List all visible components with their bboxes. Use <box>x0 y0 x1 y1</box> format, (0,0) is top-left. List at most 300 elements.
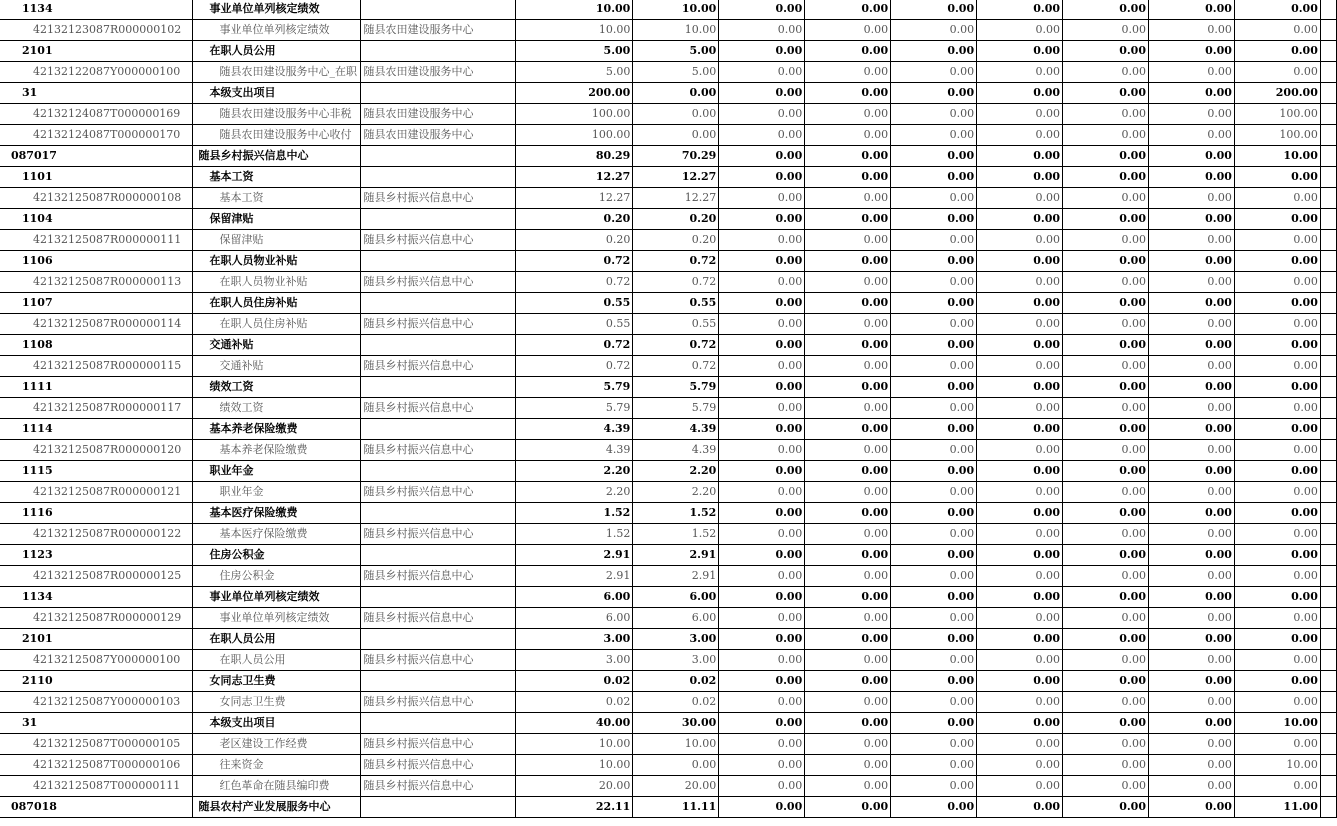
amount-cell[interactable]: 0.00 <box>805 356 891 377</box>
table-row[interactable] <box>0 566 1337 587</box>
amount-cell[interactable]: 0.00 <box>891 62 977 83</box>
amount-cell[interactable]: 0.00 <box>977 776 1063 797</box>
amount-cell[interactable]: 6.00 <box>516 608 633 629</box>
code-cell[interactable]: 31 <box>0 713 193 734</box>
amount-cell[interactable]: 0.00 <box>1148 272 1234 293</box>
name-cell[interactable]: 本级支出项目 <box>193 83 361 104</box>
amount-cell[interactable]: 3.00 <box>633 650 719 671</box>
amount-cell[interactable]: 0.00 <box>891 209 977 230</box>
amount-cell[interactable]: 0.20 <box>516 230 633 251</box>
dept-cell[interactable] <box>361 629 516 650</box>
amount-cell[interactable]: 0.00 <box>1234 41 1320 62</box>
amount-cell[interactable]: 5.79 <box>633 398 719 419</box>
amount-cell[interactable]: 6.00 <box>633 587 719 608</box>
amount-cell[interactable]: 6.00 <box>633 608 719 629</box>
amount-cell[interactable]: 0.00 <box>805 146 891 167</box>
table-row[interactable] <box>0 167 1337 188</box>
dept-cell[interactable]: 随县乡村振兴信息中心 <box>361 650 516 671</box>
table-row[interactable] <box>0 41 1337 62</box>
amount-cell[interactable]: 0.00 <box>719 20 805 41</box>
amount-cell[interactable]: 12.27 <box>633 188 719 209</box>
amount-cell[interactable]: 0.00 <box>977 272 1063 293</box>
amount-cell[interactable]: 0.00 <box>1063 20 1149 41</box>
table-row[interactable] <box>0 209 1337 230</box>
amount-cell[interactable]: 0.00 <box>805 41 891 62</box>
amount-cell[interactable]: 100.00 <box>516 104 633 125</box>
amount-cell[interactable]: 0.00 <box>805 608 891 629</box>
amount-cell[interactable]: 0.00 <box>1063 125 1149 146</box>
amount-cell[interactable]: 0.55 <box>516 293 633 314</box>
amount-cell[interactable]: 0.00 <box>1148 125 1234 146</box>
amount-cell[interactable]: 0.00 <box>805 20 891 41</box>
table-row[interactable] <box>0 377 1337 398</box>
amount-cell[interactable]: 0.00 <box>891 482 977 503</box>
amount-cell[interactable]: 0.00 <box>805 167 891 188</box>
amount-cell[interactable]: 100.00 <box>1234 104 1320 125</box>
edge-cell[interactable] <box>1320 524 1336 545</box>
amount-cell[interactable]: 100.00 <box>516 125 633 146</box>
amount-cell[interactable]: 0.00 <box>805 377 891 398</box>
amount-cell[interactable]: 0.00 <box>1234 629 1320 650</box>
amount-cell[interactable]: 0.00 <box>719 314 805 335</box>
amount-cell[interactable]: 0.00 <box>633 125 719 146</box>
edge-cell[interactable] <box>1320 167 1336 188</box>
amount-cell[interactable]: 0.00 <box>805 188 891 209</box>
amount-cell[interactable]: 0.72 <box>633 356 719 377</box>
amount-cell[interactable]: 10.00 <box>633 734 719 755</box>
edge-cell[interactable] <box>1320 272 1336 293</box>
amount-cell[interactable]: 0.00 <box>805 545 891 566</box>
amount-cell[interactable]: 0.00 <box>1148 713 1234 734</box>
amount-cell[interactable]: 0.00 <box>719 461 805 482</box>
amount-cell[interactable]: 0.00 <box>1234 440 1320 461</box>
amount-cell[interactable]: 1.52 <box>633 503 719 524</box>
amount-cell[interactable]: 0.00 <box>1148 650 1234 671</box>
code-cell[interactable]: 1134 <box>0 587 193 608</box>
code-cell[interactable]: 42132125087R000000125 <box>0 566 193 587</box>
table-row[interactable] <box>0 356 1337 377</box>
amount-cell[interactable]: 0.00 <box>1063 566 1149 587</box>
amount-cell[interactable]: 0.02 <box>633 671 719 692</box>
amount-cell[interactable]: 0.00 <box>805 335 891 356</box>
amount-cell[interactable]: 0.00 <box>977 545 1063 566</box>
amount-cell[interactable]: 0.00 <box>719 524 805 545</box>
amount-cell[interactable]: 0.00 <box>719 335 805 356</box>
amount-cell[interactable]: 0.00 <box>891 608 977 629</box>
edge-cell[interactable] <box>1320 734 1336 755</box>
amount-cell[interactable]: 0.00 <box>805 272 891 293</box>
code-cell[interactable]: 42132122087Y000000100 <box>0 62 193 83</box>
name-cell[interactable]: 交通补贴 <box>193 356 361 377</box>
edge-cell[interactable] <box>1320 356 1336 377</box>
amount-cell[interactable]: 0.00 <box>891 650 977 671</box>
code-cell[interactable]: 42132125087R000000120 <box>0 440 193 461</box>
amount-cell[interactable]: 0.00 <box>977 377 1063 398</box>
amount-cell[interactable]: 0.00 <box>1063 482 1149 503</box>
amount-cell[interactable]: 0.00 <box>1234 251 1320 272</box>
amount-cell[interactable]: 0.00 <box>977 587 1063 608</box>
amount-cell[interactable]: 0.02 <box>516 692 633 713</box>
code-cell[interactable]: 087018 <box>0 797 193 818</box>
amount-cell[interactable]: 0.00 <box>891 293 977 314</box>
table-row[interactable] <box>0 797 1337 818</box>
amount-cell[interactable]: 0.55 <box>516 314 633 335</box>
amount-cell[interactable]: 0.00 <box>1063 272 1149 293</box>
dept-cell[interactable]: 随县农田建设服务中心 <box>361 20 516 41</box>
name-cell[interactable]: 在职人员公用 <box>193 41 361 62</box>
amount-cell[interactable]: 0.00 <box>805 230 891 251</box>
table-row[interactable] <box>0 230 1337 251</box>
dept-cell[interactable]: 随县农田建设服务中心 <box>361 104 516 125</box>
name-cell[interactable]: 随县乡村振兴信息中心 <box>193 146 361 167</box>
amount-cell[interactable]: 0.00 <box>977 230 1063 251</box>
amount-cell[interactable]: 0.00 <box>1148 251 1234 272</box>
table-row[interactable] <box>0 692 1337 713</box>
edge-cell[interactable] <box>1320 335 1336 356</box>
amount-cell[interactable]: 0.00 <box>891 125 977 146</box>
amount-cell[interactable]: 0.00 <box>1148 188 1234 209</box>
amount-cell[interactable]: 0.55 <box>633 314 719 335</box>
amount-cell[interactable]: 0.00 <box>719 209 805 230</box>
amount-cell[interactable]: 0.00 <box>1148 398 1234 419</box>
name-cell[interactable]: 基本医疗保险缴费 <box>193 503 361 524</box>
amount-cell[interactable]: 0.00 <box>1148 482 1234 503</box>
amount-cell[interactable]: 0.00 <box>891 419 977 440</box>
dept-cell[interactable]: 随县乡村振兴信息中心 <box>361 692 516 713</box>
amount-cell[interactable]: 0.00 <box>805 629 891 650</box>
amount-cell[interactable]: 0.00 <box>1234 734 1320 755</box>
amount-cell[interactable]: 0.00 <box>891 755 977 776</box>
amount-cell[interactable]: 5.00 <box>633 62 719 83</box>
edge-cell[interactable] <box>1320 671 1336 692</box>
amount-cell[interactable]: 0.00 <box>977 755 1063 776</box>
amount-cell[interactable]: 0.00 <box>719 713 805 734</box>
edge-cell[interactable] <box>1320 104 1336 125</box>
amount-cell[interactable]: 0.00 <box>977 524 1063 545</box>
code-cell[interactable]: 42132125087T000000111 <box>0 776 193 797</box>
dept-cell[interactable]: 随县乡村振兴信息中心 <box>361 524 516 545</box>
edge-cell[interactable] <box>1320 83 1336 104</box>
amount-cell[interactable]: 1.52 <box>516 524 633 545</box>
amount-cell[interactable]: 0.00 <box>977 335 1063 356</box>
amount-cell[interactable]: 3.00 <box>516 629 633 650</box>
amount-cell[interactable]: 2.91 <box>516 545 633 566</box>
amount-cell[interactable]: 0.00 <box>1063 377 1149 398</box>
code-cell[interactable]: 2101 <box>0 41 193 62</box>
name-cell[interactable]: 职业年金 <box>193 482 361 503</box>
edge-cell[interactable] <box>1320 713 1336 734</box>
edge-cell[interactable] <box>1320 650 1336 671</box>
amount-cell[interactable]: 0.00 <box>1234 356 1320 377</box>
amount-cell[interactable]: 0.00 <box>891 461 977 482</box>
amount-cell[interactable]: 100.00 <box>1234 125 1320 146</box>
amount-cell[interactable]: 0.00 <box>719 398 805 419</box>
amount-cell[interactable]: 200.00 <box>1234 83 1320 104</box>
dept-cell[interactable] <box>361 419 516 440</box>
amount-cell[interactable]: 0.00 <box>805 503 891 524</box>
edge-cell[interactable] <box>1320 209 1336 230</box>
table-row[interactable] <box>0 146 1337 167</box>
amount-cell[interactable]: 0.00 <box>805 524 891 545</box>
amount-cell[interactable]: 12.27 <box>633 167 719 188</box>
amount-cell[interactable]: 0.00 <box>1148 419 1234 440</box>
amount-cell[interactable]: 40.00 <box>516 713 633 734</box>
amount-cell[interactable]: 0.72 <box>516 356 633 377</box>
amount-cell[interactable]: 0.00 <box>1148 503 1234 524</box>
edge-cell[interactable] <box>1320 293 1336 314</box>
table-row[interactable] <box>0 314 1337 335</box>
dept-cell[interactable] <box>361 587 516 608</box>
amount-cell[interactable]: 0.00 <box>1063 650 1149 671</box>
amount-cell[interactable]: 0.00 <box>719 776 805 797</box>
amount-cell[interactable]: 0.00 <box>1063 440 1149 461</box>
amount-cell[interactable]: 0.00 <box>1063 587 1149 608</box>
amount-cell[interactable]: 0.00 <box>805 419 891 440</box>
dept-cell[interactable]: 随县乡村振兴信息中心 <box>361 314 516 335</box>
amount-cell[interactable]: 0.20 <box>633 209 719 230</box>
amount-cell[interactable]: 0.00 <box>719 545 805 566</box>
edge-cell[interactable] <box>1320 587 1336 608</box>
edge-cell[interactable] <box>1320 692 1336 713</box>
amount-cell[interactable]: 0.00 <box>1063 251 1149 272</box>
amount-cell[interactable]: 0.00 <box>977 62 1063 83</box>
amount-cell[interactable]: 0.55 <box>633 293 719 314</box>
amount-cell[interactable]: 2.91 <box>516 566 633 587</box>
amount-cell[interactable]: 10.00 <box>1234 755 1320 776</box>
amount-cell[interactable]: 2.20 <box>633 482 719 503</box>
amount-cell[interactable]: 0.00 <box>977 503 1063 524</box>
amount-cell[interactable]: 0.00 <box>1063 41 1149 62</box>
name-cell[interactable]: 基本医疗保险缴费 <box>193 524 361 545</box>
amount-cell[interactable]: 0.00 <box>1234 650 1320 671</box>
amount-cell[interactable]: 0.00 <box>1234 20 1320 41</box>
code-cell[interactable]: 1108 <box>0 335 193 356</box>
amount-cell[interactable]: 0.20 <box>633 230 719 251</box>
dept-cell[interactable] <box>361 209 516 230</box>
amount-cell[interactable]: 0.00 <box>1148 629 1234 650</box>
dept-cell[interactable]: 随县乡村振兴信息中心 <box>361 188 516 209</box>
amount-cell[interactable]: 0.00 <box>633 83 719 104</box>
amount-cell[interactable]: 0.00 <box>1063 209 1149 230</box>
code-cell[interactable]: 42132125087T000000106 <box>0 755 193 776</box>
amount-cell[interactable]: 10.00 <box>516 0 633 20</box>
amount-cell[interactable]: 10.00 <box>633 0 719 20</box>
amount-cell[interactable]: 5.79 <box>516 377 633 398</box>
amount-cell[interactable]: 2.91 <box>633 566 719 587</box>
amount-cell[interactable]: 10.00 <box>1234 713 1320 734</box>
amount-cell[interactable]: 0.00 <box>719 167 805 188</box>
amount-cell[interactable]: 0.00 <box>1148 83 1234 104</box>
dept-cell[interactable] <box>361 41 516 62</box>
table-row[interactable] <box>0 650 1337 671</box>
amount-cell[interactable]: 0.00 <box>1234 608 1320 629</box>
amount-cell[interactable]: 0.02 <box>633 692 719 713</box>
amount-cell[interactable]: 0.00 <box>977 629 1063 650</box>
name-cell[interactable]: 随县农村产业发展服务中心 <box>193 797 361 818</box>
name-cell[interactable]: 在职人员住房补贴 <box>193 314 361 335</box>
amount-cell[interactable]: 0.00 <box>891 41 977 62</box>
amount-cell[interactable]: 0.00 <box>805 566 891 587</box>
amount-cell[interactable]: 0.00 <box>891 356 977 377</box>
table-row[interactable] <box>0 251 1337 272</box>
amount-cell[interactable]: 0.00 <box>719 440 805 461</box>
edge-cell[interactable] <box>1320 188 1336 209</box>
amount-cell[interactable]: 0.00 <box>805 398 891 419</box>
name-cell[interactable]: 本级支出项目 <box>193 713 361 734</box>
table-row[interactable] <box>0 440 1337 461</box>
amount-cell[interactable]: 0.00 <box>891 104 977 125</box>
table-row[interactable] <box>0 482 1337 503</box>
amount-cell[interactable]: 0.00 <box>719 293 805 314</box>
amount-cell[interactable]: 0.00 <box>1148 440 1234 461</box>
amount-cell[interactable]: 0.00 <box>805 713 891 734</box>
amount-cell[interactable]: 0.00 <box>1148 167 1234 188</box>
edge-cell[interactable] <box>1320 377 1336 398</box>
amount-cell[interactable]: 0.00 <box>891 0 977 20</box>
table-row[interactable] <box>0 587 1337 608</box>
amount-cell[interactable]: 0.00 <box>1063 104 1149 125</box>
amount-cell[interactable]: 0.72 <box>633 335 719 356</box>
amount-cell[interactable]: 0.00 <box>1234 524 1320 545</box>
amount-cell[interactable]: 0.00 <box>805 209 891 230</box>
code-cell[interactable]: 2101 <box>0 629 193 650</box>
amount-cell[interactable]: 0.00 <box>805 62 891 83</box>
amount-cell[interactable]: 5.00 <box>516 41 633 62</box>
amount-cell[interactable]: 0.00 <box>1063 335 1149 356</box>
dept-cell[interactable] <box>361 797 516 818</box>
amount-cell[interactable]: 11.00 <box>1234 797 1320 818</box>
amount-cell[interactable]: 0.00 <box>977 440 1063 461</box>
amount-cell[interactable]: 0.00 <box>719 188 805 209</box>
amount-cell[interactable]: 0.00 <box>719 608 805 629</box>
amount-cell[interactable]: 0.00 <box>891 398 977 419</box>
table-row[interactable] <box>0 503 1337 524</box>
name-cell[interactable]: 事业单位单列核定绩效 <box>193 608 361 629</box>
name-cell[interactable]: 女同志卫生费 <box>193 671 361 692</box>
amount-cell[interactable]: 0.00 <box>891 230 977 251</box>
dept-cell[interactable] <box>361 335 516 356</box>
table-row[interactable] <box>0 629 1337 650</box>
amount-cell[interactable]: 0.00 <box>1148 734 1234 755</box>
amount-cell[interactable]: 0.00 <box>1148 545 1234 566</box>
amount-cell[interactable]: 0.00 <box>891 776 977 797</box>
name-cell[interactable]: 事业单位单列核定绩效 <box>193 587 361 608</box>
amount-cell[interactable]: 4.39 <box>516 440 633 461</box>
name-cell[interactable]: 职业年金 <box>193 461 361 482</box>
amount-cell[interactable]: 0.00 <box>977 125 1063 146</box>
amount-cell[interactable]: 0.00 <box>977 419 1063 440</box>
amount-cell[interactable]: 0.00 <box>805 293 891 314</box>
dept-cell[interactable]: 随县乡村振兴信息中心 <box>361 755 516 776</box>
amount-cell[interactable]: 4.39 <box>516 419 633 440</box>
amount-cell[interactable]: 0.00 <box>891 587 977 608</box>
amount-cell[interactable]: 0.00 <box>719 797 805 818</box>
table-row[interactable] <box>0 713 1337 734</box>
amount-cell[interactable]: 0.00 <box>719 734 805 755</box>
amount-cell[interactable]: 0.00 <box>1063 524 1149 545</box>
name-cell[interactable]: 在职人员住房补贴 <box>193 293 361 314</box>
code-cell[interactable]: 42132125087T000000105 <box>0 734 193 755</box>
amount-cell[interactable]: 0.00 <box>719 41 805 62</box>
table-row[interactable] <box>0 83 1337 104</box>
amount-cell[interactable]: 0.00 <box>1063 734 1149 755</box>
amount-cell[interactable]: 0.00 <box>977 41 1063 62</box>
name-cell[interactable]: 基本养老保险缴费 <box>193 440 361 461</box>
amount-cell[interactable]: 0.00 <box>1063 671 1149 692</box>
edge-cell[interactable] <box>1320 230 1336 251</box>
name-cell[interactable]: 往来资金 <box>193 755 361 776</box>
name-cell[interactable]: 保留津贴 <box>193 209 361 230</box>
amount-cell[interactable]: 0.00 <box>1148 62 1234 83</box>
amount-cell[interactable]: 0.00 <box>1234 671 1320 692</box>
amount-cell[interactable]: 0.00 <box>1063 461 1149 482</box>
code-cell[interactable]: 42132125087R000000122 <box>0 524 193 545</box>
amount-cell[interactable]: 0.00 <box>805 125 891 146</box>
amount-cell[interactable]: 2.20 <box>633 461 719 482</box>
amount-cell[interactable]: 0.00 <box>977 20 1063 41</box>
amount-cell[interactable]: 0.02 <box>516 671 633 692</box>
amount-cell[interactable]: 0.00 <box>1234 776 1320 797</box>
name-cell[interactable]: 在职人员物业补贴 <box>193 251 361 272</box>
amount-cell[interactable]: 0.00 <box>891 377 977 398</box>
amount-cell[interactable]: 0.00 <box>1148 146 1234 167</box>
amount-cell[interactable]: 20.00 <box>633 776 719 797</box>
amount-cell[interactable]: 0.00 <box>1063 797 1149 818</box>
amount-cell[interactable]: 0.00 <box>719 377 805 398</box>
dept-cell[interactable] <box>361 503 516 524</box>
amount-cell[interactable]: 0.00 <box>805 671 891 692</box>
amount-cell[interactable]: 0.00 <box>1234 0 1320 20</box>
amount-cell[interactable]: 0.00 <box>891 797 977 818</box>
edge-cell[interactable] <box>1320 566 1336 587</box>
amount-cell[interactable]: 0.00 <box>891 272 977 293</box>
amount-cell[interactable]: 0.00 <box>891 671 977 692</box>
amount-cell[interactable]: 0.00 <box>977 188 1063 209</box>
dept-cell[interactable]: 随县乡村振兴信息中心 <box>361 734 516 755</box>
amount-cell[interactable]: 0.00 <box>1063 293 1149 314</box>
amount-cell[interactable]: 1.52 <box>516 503 633 524</box>
amount-cell[interactable]: 0.00 <box>977 734 1063 755</box>
amount-cell[interactable]: 2.20 <box>516 482 633 503</box>
table-row[interactable] <box>0 272 1337 293</box>
amount-cell[interactable]: 0.00 <box>977 797 1063 818</box>
name-cell[interactable]: 交通补贴 <box>193 335 361 356</box>
amount-cell[interactable]: 3.00 <box>516 650 633 671</box>
amount-cell[interactable]: 0.00 <box>1148 587 1234 608</box>
amount-cell[interactable]: 0.00 <box>1148 356 1234 377</box>
amount-cell[interactable]: 0.00 <box>719 629 805 650</box>
amount-cell[interactable]: 0.00 <box>1234 503 1320 524</box>
edge-cell[interactable] <box>1320 0 1336 20</box>
dept-cell[interactable]: 随县乡村振兴信息中心 <box>361 356 516 377</box>
amount-cell[interactable]: 10.00 <box>516 755 633 776</box>
name-cell[interactable]: 绩效工资 <box>193 377 361 398</box>
amount-cell[interactable]: 0.00 <box>1234 167 1320 188</box>
amount-cell[interactable]: 10.00 <box>516 20 633 41</box>
amount-cell[interactable]: 0.00 <box>719 62 805 83</box>
code-cell[interactable]: 42132125087R000000117 <box>0 398 193 419</box>
amount-cell[interactable]: 2.91 <box>633 545 719 566</box>
amount-cell[interactable]: 0.00 <box>1063 0 1149 20</box>
amount-cell[interactable]: 10.00 <box>516 734 633 755</box>
table-row[interactable] <box>0 545 1337 566</box>
edge-cell[interactable] <box>1320 797 1336 818</box>
amount-cell[interactable]: 0.00 <box>1063 713 1149 734</box>
dept-cell[interactable] <box>361 167 516 188</box>
amount-cell[interactable]: 0.00 <box>891 251 977 272</box>
code-cell[interactable]: 2110 <box>0 671 193 692</box>
code-cell[interactable]: 42132125087R000000129 <box>0 608 193 629</box>
